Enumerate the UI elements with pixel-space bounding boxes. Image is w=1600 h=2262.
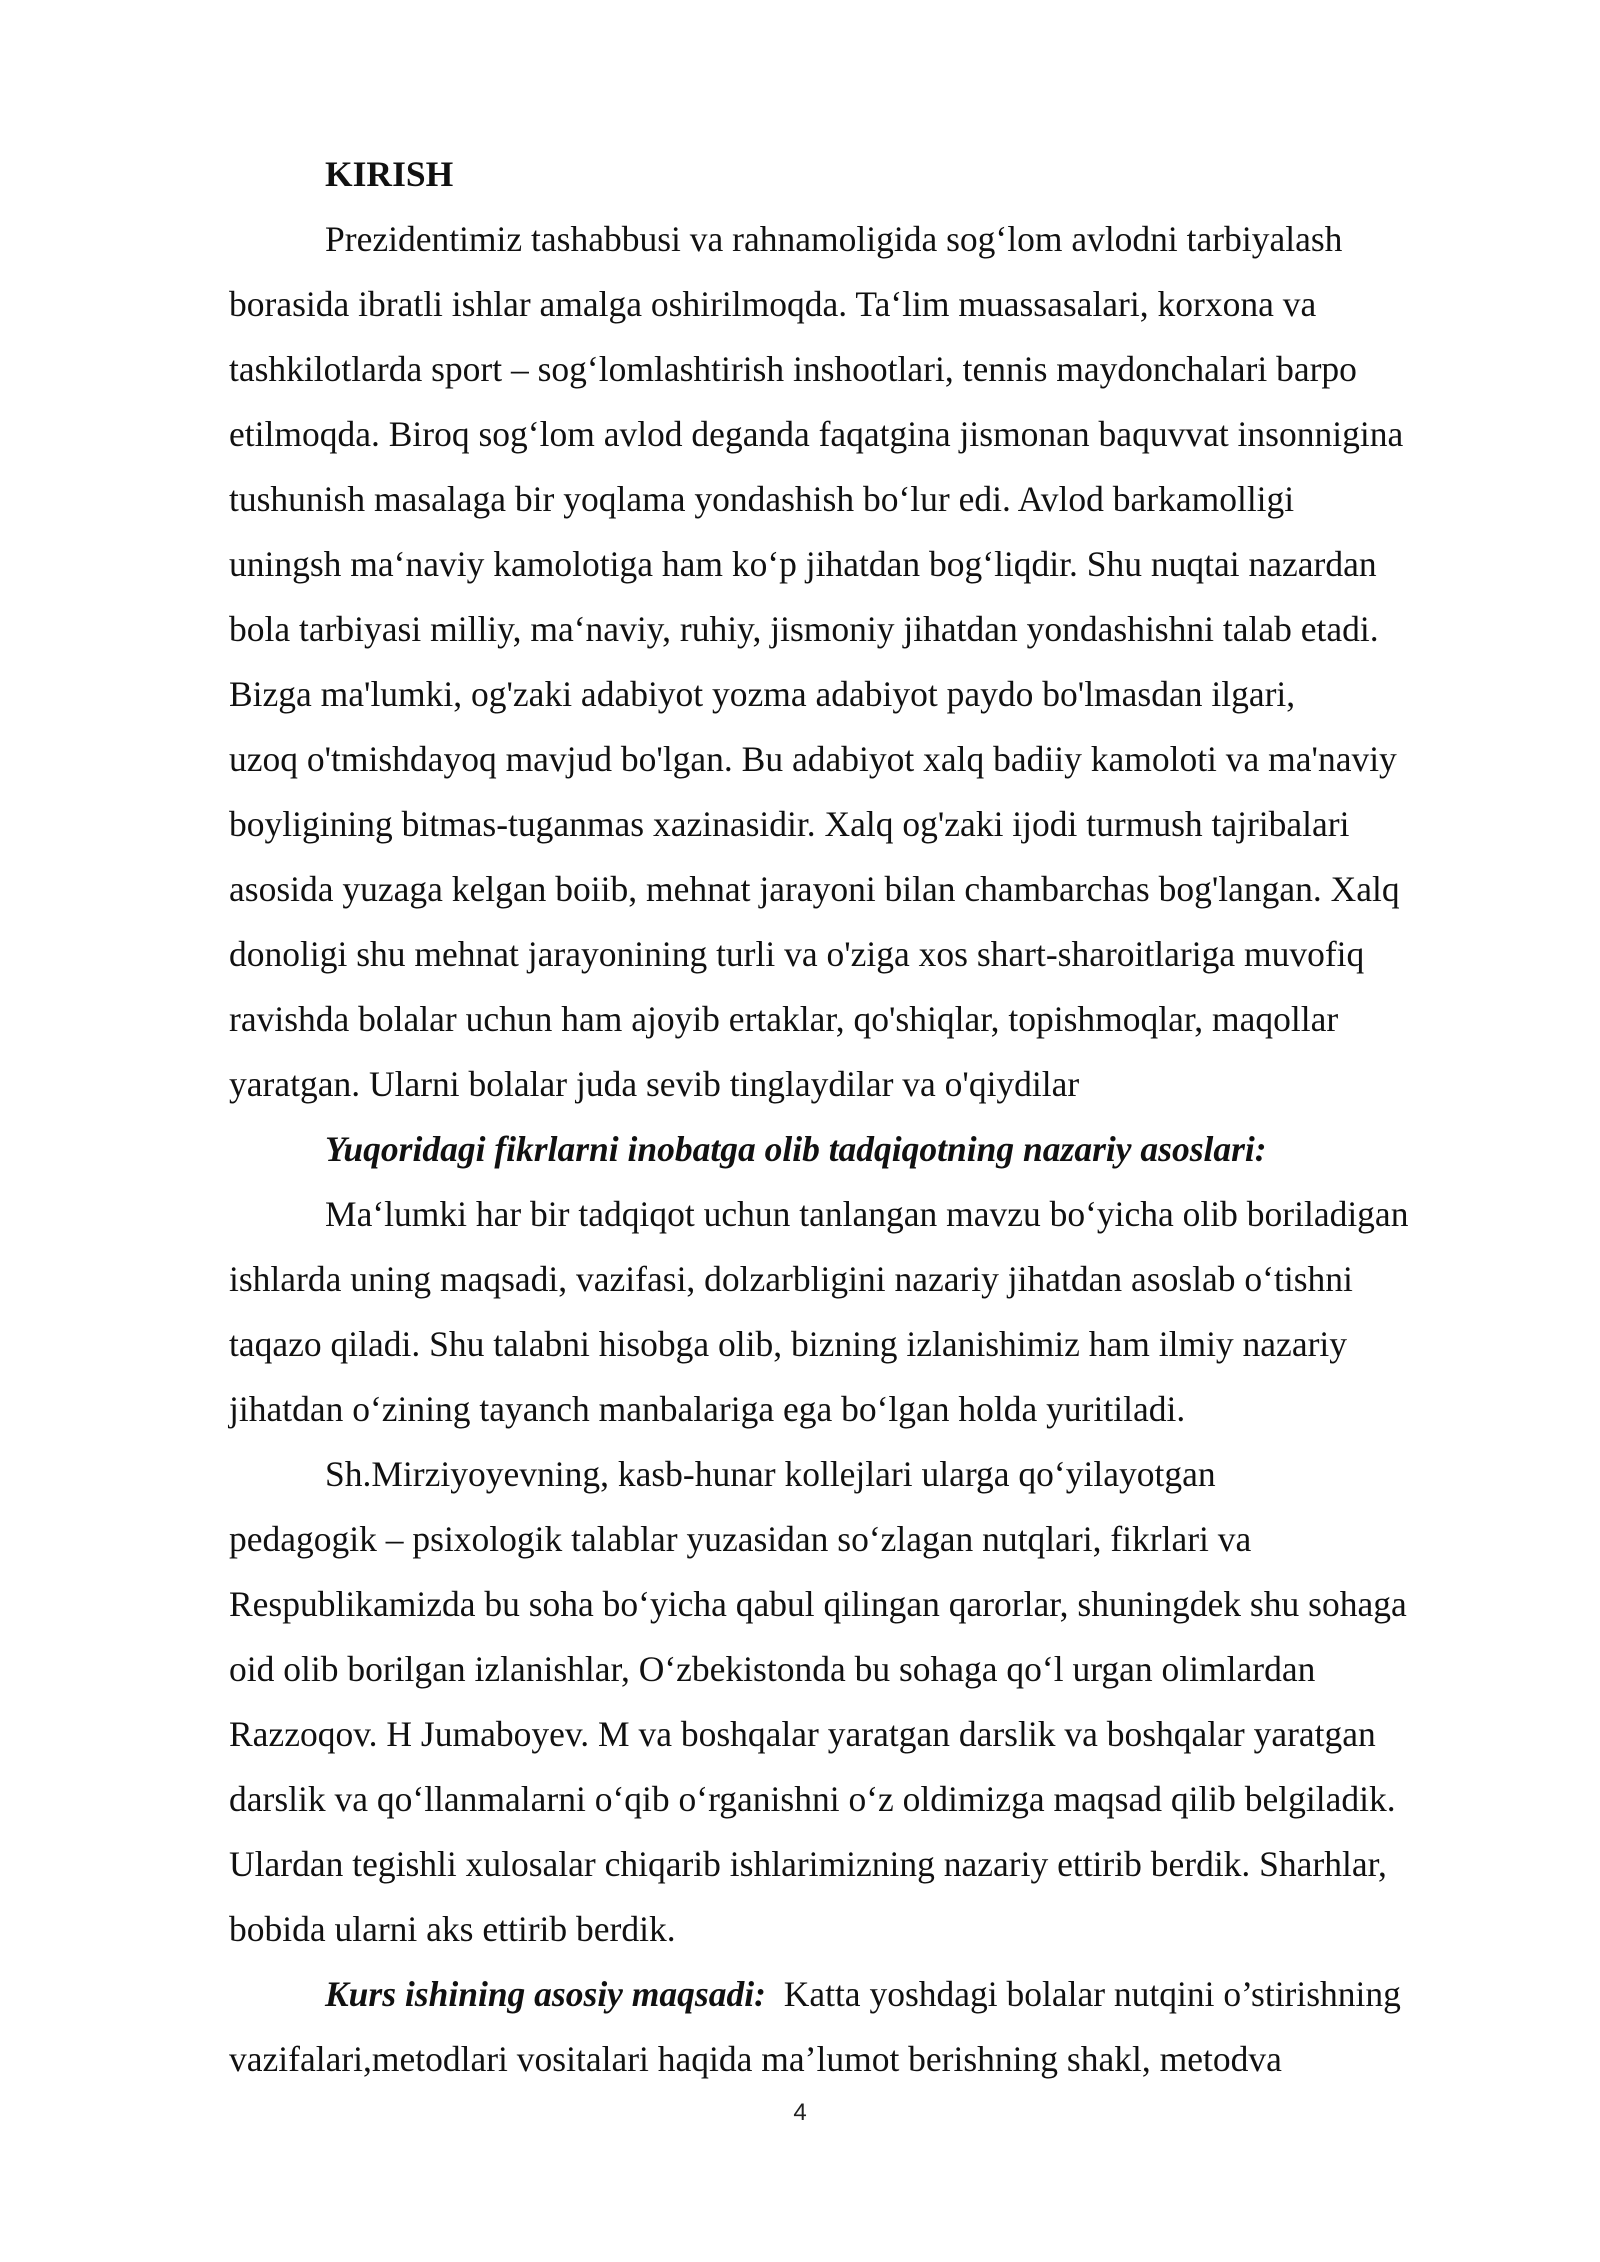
goal-text: Katta yoshdagi bolalar nutqini o’stirishning [765,1974,1401,2014]
paragraph-line: Ulardan tegishli xulosalar chiqarib ishlarimizning nazariy ettirib berdik. Sharhlar, [229,1844,1387,1884]
paragraph-line: oid olib borilgan izlanishlar, O‘zbekistonda bu sohaga qo‘l urgan olimlardan [229,1649,1316,1689]
goal-label: Kurs ishining asosiy maqsadi: [325,1974,766,2014]
section-heading: KIRISH [325,154,454,194]
paragraph-line: tashkilotlarda sport – sog‘lomlashtirish inshootlari, tennis maydonchalari barpo [229,349,1357,389]
paragraph-line: uzoq o'tmishdayoq mavjud bo'lgan. Bu adabiyot xalq badiiy kamoloti va ma'naviy [229,739,1397,779]
subsection-heading: Yuqoridagi fikrlarni inobatga olib tadqiqotning nazariy asoslari: [325,1129,1267,1169]
paragraph-line: Ma‘lumki har bir tadqiqot uchun tanlangan mavzu bo‘yicha olib boriladigan [325,1194,1409,1234]
paragraph-line: borasida ibratli ishlar amalga oshirilmoqda. Ta‘lim muassasalari, korxona va [229,284,1317,324]
paragraph-line: bobida ularni aks ettirib berdik. [229,1909,676,1949]
paragraph-line: ravishda bolalar uchun ham ajoyib ertaklar, qo'shiqlar, topishmoqlar, maqollar [229,999,1339,1039]
paragraph-line: taqazo qiladi. Shu talabni hisobga olib, bizning izlanishimiz ham ilmiy nazariy [229,1324,1348,1364]
paragraph-line [325,1972,1401,2016]
paragraph-line: Sh.Mirziyoyevning, kasb-hunar kollejlari ularga qo‘yilayotgan [325,1454,1216,1494]
paragraph-line: boyligining bitmas-tuganmas xazinasidir. Xalq og'zaki ijodi turmush tajribalari [229,804,1350,844]
paragraph-line: tushunish masalaga bir yoqlama yondashish bo‘lur edi. Avlod barkamolligi [229,479,1295,519]
paragraph-line: uningsh ma‘naviy kamolotiga ham ko‘p jihatdan bog‘liqdir. Shu nuqtai nazardan [229,544,1377,584]
paragraph-line: pedagogik – psixologik talablar yuzasidan so‘zlagan nutqlari, fikrlari va [229,1519,1252,1559]
paragraph-line: yaratgan. Ularni bolalar juda sevib tinglaydilar va o'qiydilar [229,1064,1080,1104]
paragraph-line: Respublikamizda bu soha bo‘yicha qabul qilingan qarorlar, shuningdek shu sohaga [229,1584,1407,1624]
paragraph-line: donoligi shu mehnat jarayonining turli va o'ziga xos shart-sharoitlariga muvofiq [229,934,1365,974]
paragraph-line: etilmoqda. Biroq sog‘lom avlod deganda faqatgina jismonan baquvvat insonnigina [229,414,1404,454]
paragraph-line: jihatdan o‘zining tayanch manbalariga ega bo‘lgan holda yuritiladi. [229,1389,1186,1429]
paragraph-line: Bizga ma'lumki, og'zaki adabiyot yozma adabiyot paydo bo'lmasdan ilgari, [229,674,1296,714]
page-number: 4 [793,2099,807,2126]
paragraph-line: bola tarbiyasi milliy, ma‘naviy, ruhiy, jismoniy jihatdan yondashishni talab etadi. [229,609,1379,649]
paragraph-line: Prezidentimiz tashabbusi va rahnamoligida sog‘lom avlodni tarbiyalash [325,219,1343,259]
paragraph-line: vazifalari,metodlari vositalari haqida ma’lumot berishning shakl, metodva [229,2039,1282,2079]
paragraph-line: asosida yuzaga kelgan boiib, mehnat jarayoni bilan chambarchas bog'langan. Xalq [229,869,1400,909]
paragraph-line: Razzoqov. H Jumaboyev. M va boshqalar yaratgan darslik va boshqalar yaratgan [229,1714,1376,1754]
paragraph-line: darslik va qo‘llanmalarni o‘qib o‘rganishni o‘z oldimizga maqsad qilib belgiladik. [229,1779,1396,1819]
paragraph-line: ishlarda uning maqsadi, vazifasi, dolzarbligini nazariy jihatdan asoslab o‘tishni [229,1259,1353,1299]
